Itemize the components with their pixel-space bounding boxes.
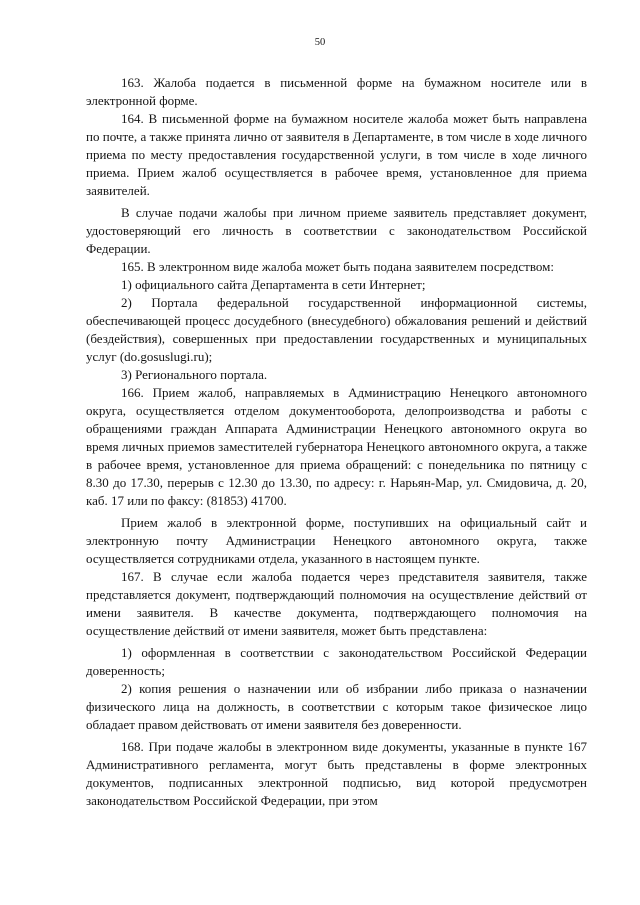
paragraph-electronic-reception: Прием жалоб в электронной форме, поступивших на официальный сайт и электронную почту Администрации Ненецкого автономного округа, также осуществляется сотрудниками отдела, указанного в настоящем пункте. — [86, 515, 587, 566]
list-item-power-of-attorney: 1) оформленная в соответствии с законодательством Российской Федерации доверенность; — [86, 645, 587, 678]
paragraph-163: 163. Жалоба подается в письменной форме на бумажном носителе или в электронной форме. — [86, 75, 587, 108]
list-item-appointment-copy: 2) копия решения о назначении или об избрании либо приказа о назначении физического лица на должность, в соответствии с которым такое физическое лицо обладает правом действовать от имени заявителя без доверенности. — [86, 681, 587, 732]
document-body — [86, 74, 587, 810]
paragraph-168: 168. При подаче жалобы в электронном виде документы, указанные в пункте 167 Административного регламента, могут быть представлены в форме электронных документов, подписанных электронной подписью, вид которой предусмотрен законодательством Российской Федерации, при этом — [86, 739, 587, 808]
list-item-regional-portal: 3) Регионального портала. — [121, 367, 268, 382]
paragraph-164: 164. В письменной форме на бумажном носителе жалоба может быть направлена по почте, а также принята лично от заявителя в Департаменте, в том числе в ходе личного приема по месту предоставления государственной услуги, в том числе в ходе личного приема. Прием жалоб осуществляется в рабочее время, установленное для приема заявителей. — [86, 111, 587, 198]
page-number: 50 — [314, 37, 326, 48]
paragraph-personal-reception: В случае подачи жалобы при личном приеме заявитель представляет документ, удостоверяющий его личность в соответствии с законодательством Российской Федерации. — [86, 205, 587, 256]
list-item-federal-portal: 2) Портала федеральной государственной информационной системы, обеспечивающей процесс досудебного (внесудебного) обжалования решений и действий (бездействия), совершенных при предоставлении государственных и муниципальных услуг (do.gosuslugi.ru); — [86, 295, 587, 364]
paragraph-165: 165. В электронном виде жалоба может быть подана заявителем посредством: — [121, 259, 554, 274]
paragraph-167: 167. В случае если жалоба подается через представителя заявителя, также представляется документ, подтверждающий полномочия на осуществление действий от имени заявителя. В качестве документа, подтверждающего полномочия на осуществление действий от имени заявителя, может быть представлена: — [86, 569, 587, 638]
list-item-official-site: 1) официального сайта Департамента в сети Интернет; — [121, 277, 426, 292]
paragraph-166: 166. Прием жалоб, направляемых в Администрацию Ненецкого автономного округа, осуществляется отделом документооборота, делопроизводства и работы с обращениями граждан Аппарата Администрации Ненецкого автономного округа во время личных приемов заместителей губернатора Ненецкого автономного округа, а также в рабочее время, установленное для приема обращений: с понедельника по пятницу с 8.30 до 17.30, перерыв с 12.30 до 13.30, по адресу: г. Нарьян-Мар, ул. Смидовича, д. 20, каб. 17 или по факсу: (81853) 41700. — [86, 385, 587, 508]
